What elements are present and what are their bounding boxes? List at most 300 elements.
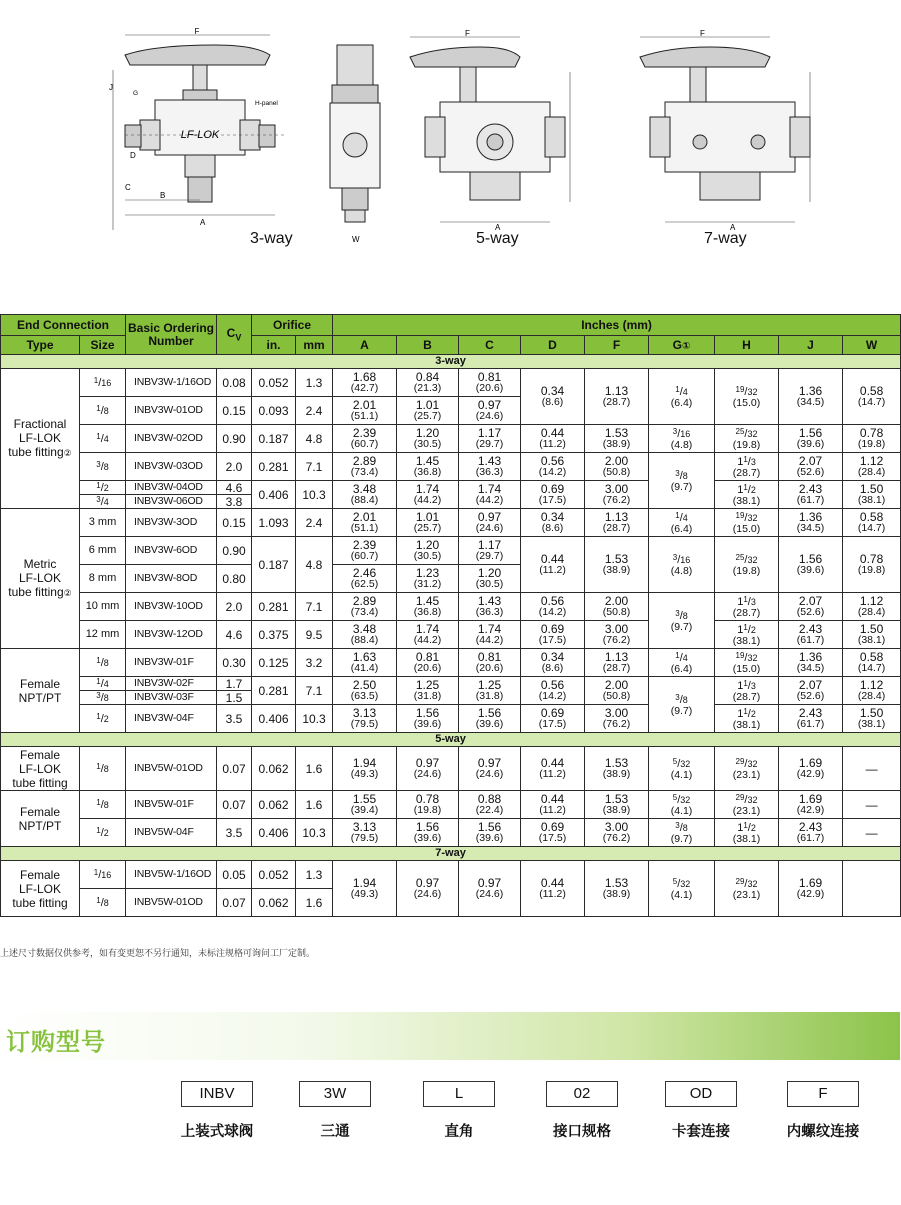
table-cell: $^3$/8 (9.7) [649,453,715,509]
table-cell: 1.53 (38.9) [585,747,649,791]
size-cell: 3 mm [80,509,126,537]
table-cell: $1^1/3$ (28.7) [715,453,779,481]
table-cell: 0.44 (11.2) [521,791,585,819]
table-row [1,861,901,889]
code-label-1: 三通 [320,1124,350,1140]
dim-w-label: W [352,235,360,244]
table-cell: 0.281 [252,453,296,481]
table-cell: 1.69 (42.9) [779,747,843,791]
table-cell: 0.052 [252,861,296,889]
ordering-band [0,1012,900,1060]
cv-cell: 4.6 [217,621,252,649]
table-cell: $^{19}$/32 (15.0) [715,509,779,537]
table-cell: 4.8 [296,425,333,453]
table-cell: 3.2 [296,649,333,677]
table-cell: 1.25 (31.8) [397,677,459,705]
part-number-cell: INBV3W-02F [126,677,217,691]
header-mm: mm [296,336,333,355]
header-type: Type [1,336,80,355]
table-cell: 1.6 [296,791,333,819]
table-cell: 0.97 (24.6) [459,509,521,537]
table-cell: 2.01 (51.1) [333,509,397,537]
size-cell: $^1$/16 [80,369,126,397]
table-cell: $^3$/16 (4.8) [649,425,715,453]
header-orifice: Orifice [252,315,333,336]
table-cell: 1.20 (30.5) [397,425,459,453]
table-cell: 1.01 (25.7) [397,397,459,425]
type-cell: Female NPT/PT [1,791,80,847]
table-cell: 0.97 (24.6) [397,861,459,917]
code-label-3: 接口规格 [553,1124,611,1140]
table-cell: 9.5 [296,621,333,649]
table-cell: 1.50 (38.1) [843,705,901,733]
table-cell: 1.56 (39.6) [779,537,843,593]
header-cv: $C_V$ [217,315,252,355]
code-box-f: F [787,1081,859,1107]
table-cell: 1.74 (44.2) [459,481,521,509]
table-cell: 1.36 (34.5) [779,649,843,677]
part-number-cell: INBV5W-01F [126,791,217,819]
table-cell: 0.187 [252,425,296,453]
table-cell: 2.07 (52.6) [779,593,843,621]
part-number-cell: INBV3W-06OD [126,495,217,509]
table-row [1,537,901,565]
table-cell: 0.56 (14.2) [521,453,585,481]
dim-a-label: A [200,218,206,227]
table-cell: 2.4 [296,397,333,425]
header-col-j: J [779,336,843,355]
table-row [1,369,901,397]
table-row [1,621,901,649]
type-cell: Fractional LF-LOK tube fitting② [1,369,80,509]
size-cell: $^1$/8 [80,791,126,819]
cv-cell: 0.07 [217,791,252,819]
ordering-title: 订购型号 [6,1028,106,1056]
table-cell: 1.20 (30.5) [459,565,521,593]
table-cell: $^3$/8 (9.7) [649,819,715,847]
cv-cell: 0.05 [217,861,252,889]
table-cell: 0.69 (17.5) [521,621,585,649]
table-cell: 1.13 (28.7) [585,369,649,425]
table-cell: 0.34 (8.6) [521,649,585,677]
section-label: 7-way [1,847,901,861]
table-cell: 3.13 (79.5) [333,705,397,733]
table-cell: 0.062 [252,889,296,917]
table-cell: 0.97 (24.6) [459,861,521,917]
table-cell: 0.44 (11.2) [521,747,585,791]
dim-d-label: D [130,151,136,160]
caption-5-way: 5-way [476,230,519,247]
three-way-drawing [95,27,305,235]
dim-f-label: F [700,29,705,38]
table-cell: 0.97 (24.6) [397,747,459,791]
table-cell: 2.43 (61.7) [779,705,843,733]
table-cell: — [843,747,901,791]
cv-cell: 1.5 [217,691,252,705]
table-cell: 7.1 [296,677,333,705]
table-cell: 1.25 (31.8) [459,677,521,705]
table-row [1,425,901,453]
code-box-l: L [423,1081,495,1107]
table-cell: 1.20 (30.5) [397,537,459,565]
table-cell: 1.6 [296,747,333,791]
table-cell: 1.68 (42.7) [333,369,397,397]
table-cell: 1.3 [296,861,333,889]
table-cell: 2.89 (73.4) [333,453,397,481]
part-number-cell: INBV3W-03F [126,691,217,705]
part-number-cell: INBV3W-12OD [126,621,217,649]
table-cell: $^{19}$/32 (15.0) [715,649,779,677]
table-cell: 0.58 (14.7) [843,369,901,425]
cv-cell: 0.90 [217,425,252,453]
table-cell: 2.07 (52.6) [779,677,843,705]
spec-table-body [1,355,901,917]
cv-cell: 0.15 [217,397,252,425]
size-cell: $^1$/2 [80,705,126,733]
table-cell: 2.00 (50.8) [585,453,649,481]
table-cell: 1.43 (36.3) [459,593,521,621]
type-cell: Female LF-LOK tube fitting [1,747,80,791]
table-cell: $^1$/4 (6.4) [649,369,715,425]
dim-f-label: F [194,27,200,36]
table-cell: 1.50 (38.1) [843,621,901,649]
dim-a-label: A [730,223,736,232]
size-cell: $^1$/16 [80,861,126,889]
part-number-cell: INBV3W-01F [126,649,217,677]
table-cell: $1^1/3$ (28.7) [715,677,779,705]
cv-cell: 0.07 [217,889,252,917]
size-cell: 12 mm [80,621,126,649]
size-cell: $^3$/8 [80,691,126,705]
table-cell: 2.39 (60.7) [333,425,397,453]
cv-cell: 0.80 [217,565,252,593]
header-col-h: H [715,336,779,355]
table-cell: 2.00 (50.8) [585,593,649,621]
part-number-cell: INBV5W-04F [126,819,217,847]
type-cell: Metric LF-LOK tube fitting② [1,509,80,649]
table-cell: 2.89 (73.4) [333,593,397,621]
table-cell: 7.1 [296,453,333,481]
table-cell: 1.36 (34.5) [779,369,843,425]
table-cell: 1.56 (39.6) [459,705,521,733]
table-cell: 0.81 (20.6) [459,369,521,397]
cv-cell: 0.15 [217,509,252,537]
part-number-cell: INBV3W-10OD [126,593,217,621]
table-row [1,481,901,495]
table-cell: 7.1 [296,593,333,621]
header-col-g: G① [649,336,715,355]
part-number-cell: INBV3W-04OD [126,481,217,495]
table-cell: $^5$/32 (4.1) [649,791,715,819]
valve-drawings [0,20,900,255]
cv-cell: 0.90 [217,537,252,565]
code-box-02: 02 [546,1081,618,1107]
cv-cell: 0.30 [217,649,252,677]
cv-cell: 2.0 [217,593,252,621]
table-cell: $^3$/16 (4.8) [649,537,715,593]
table-cell: 0.58 (14.7) [843,509,901,537]
size-cell: $^3$/4 [80,495,126,509]
table-cell: 0.69 (17.5) [521,819,585,847]
table-cell: 1.13 (28.7) [585,649,649,677]
part-number-cell: INBV3W-8OD [126,565,217,593]
cv-cell: 3.5 [217,705,252,733]
size-cell: 8 mm [80,565,126,593]
table-row [1,677,901,691]
footnote: 上述尺寸数据仅供参考，如有变更恕不另行通知，未标注规格可询问工厂定制。 [0,948,316,958]
table-cell: 1.69 (42.9) [779,861,843,917]
table-cell: 1.63 (41.4) [333,649,397,677]
table-cell: 1.94 (49.3) [333,747,397,791]
table-cell: 0.44 (11.2) [521,861,585,917]
table-cell: 1.56 (39.6) [779,425,843,453]
table-cell: 1.01 (25.7) [397,509,459,537]
seven-way-drawing [630,29,820,232]
table-cell: $^1$/4 (6.4) [649,509,715,537]
section-label: 3-way [1,355,901,369]
table-cell: — [843,791,901,819]
table-cell: $^{29}$/32 (23.1) [715,861,779,917]
table-cell: $^{29}$/32 (23.1) [715,791,779,819]
table-cell: 1.69 (42.9) [779,791,843,819]
size-cell: 10 mm [80,593,126,621]
table-cell: 0.97 (24.6) [459,397,521,425]
table-cell: 1.36 (34.5) [779,509,843,537]
size-cell: $^1$/8 [80,747,126,791]
code-label-5: 内螺纹连接 [786,1124,860,1140]
cv-cell: 3.5 [217,819,252,847]
table-cell: 0.44 (11.2) [521,425,585,453]
table-cell: 0.34 (8.6) [521,509,585,537]
header-col-c: C [459,336,521,355]
table-cell: $1^1/2$ (38.1) [715,819,779,847]
table-row [1,453,901,481]
table-cell: $^1$/4 (6.4) [649,649,715,677]
table-cell: 2.43 (61.7) [779,819,843,847]
part-number-cell: INBV3W-02OD [126,425,217,453]
part-number-cell: INBV3W-03OD [126,453,217,481]
table-cell: $^{19}$/32 (15.0) [715,369,779,425]
table-cell: 0.406 [252,705,296,733]
table-cell: 0.375 [252,621,296,649]
five-way-drawing [400,29,585,232]
section-3-way [1,355,901,369]
table-cell: $^5$/32 (4.1) [649,747,715,791]
table-cell: 1.56 (39.6) [459,819,521,847]
type-cell: Female LF-LOK tube fitting [1,861,80,917]
table-cell: 1.17 (29.7) [459,537,521,565]
code-label-4: 卡套连接 [672,1124,730,1140]
dim-b-label: B [160,191,166,200]
cv-cell: 0.07 [217,747,252,791]
table-cell: 10.3 [296,819,333,847]
table-row [1,509,901,537]
table-cell: $^5$/32 (4.1) [649,861,715,917]
size-cell: $^1$/8 [80,397,126,425]
table-cell: 0.56 (14.2) [521,593,585,621]
table-cell: 1.56 (39.6) [397,705,459,733]
header-inches-mm: Inches (mm) [333,315,901,336]
table-cell: 1.94 (49.3) [333,861,397,917]
table-cell: $1^1/2$ (38.1) [715,705,779,733]
table-cell: $^{25}$/32 (19.8) [715,537,779,593]
table-cell: 3.48 (88.4) [333,621,397,649]
part-number-cell: INBV3W-01OD [126,397,217,425]
caption-7-way: 7-way [704,230,747,247]
table-cell: 1.3 [296,369,333,397]
section-7-way [1,847,901,861]
header-col-d: D [521,336,585,355]
header-col-w: W [843,336,901,355]
size-cell: $^1$/2 [80,481,126,495]
dim-a-label: A [495,223,501,232]
table-cell: 0.052 [252,369,296,397]
table-cell: 0.406 [252,481,296,509]
table-cell: 0.88 (22.4) [459,791,521,819]
size-cell: $^3$/8 [80,453,126,481]
caption-3-way: 3-way [250,230,293,247]
table-cell: $^{25}$/32 (19.8) [715,425,779,453]
part-number-cell: INBV3W-1/16OD [126,369,217,397]
table-cell: 1.12 (28.4) [843,453,901,481]
g-max-panel-note: G [133,90,139,97]
table-cell: 0.81 (20.6) [459,649,521,677]
part-number-cell: INBV5W-01OD [126,889,217,917]
table-cell: 2.4 [296,509,333,537]
table-cell: 1.6 [296,889,333,917]
table-cell: 1.56 (39.6) [397,819,459,847]
cv-cell: 0.08 [217,369,252,397]
table-cell: 1.53 (38.9) [585,861,649,917]
part-number-cell: INBV3W-04F [126,705,217,733]
dim-c-label: C [125,183,131,192]
table-row [1,747,901,791]
table-cell: 3.00 (76.2) [585,481,649,509]
table-cell: 3.00 (76.2) [585,705,649,733]
table-cell: 0.78 (19.8) [843,537,901,593]
h-panel-note: H-panel [255,100,278,107]
table-cell: $^3$/8 (9.7) [649,593,715,649]
table-cell: 2.00 (50.8) [585,677,649,705]
table-cell: 1.53 (38.9) [585,791,649,819]
table-cell: 1.53 (38.9) [585,425,649,453]
table-cell: 3.13 (79.5) [333,819,397,847]
table-cell: 0.187 [252,537,296,593]
header-col-b: B [397,336,459,355]
table-cell [843,861,901,917]
code-label-0: 上装式球阀 [180,1124,254,1140]
table-cell: 4.8 [296,537,333,593]
size-cell: 6 mm [80,537,126,565]
table-cell: 0.125 [252,649,296,677]
size-cell: $^1$/8 [80,889,126,917]
code-box-od: OD [665,1081,737,1107]
table-cell: 0.406 [252,819,296,847]
table-cell: 2.46 (62.5) [333,565,397,593]
table-cell: 0.44 (11.2) [521,537,585,593]
header-end-connection: End Connection [1,315,126,336]
table-cell: 1.12 (28.4) [843,677,901,705]
table-cell: 0.69 (17.5) [521,705,585,733]
size-cell: $^1$/8 [80,649,126,677]
table-cell: 0.81 (20.6) [397,649,459,677]
table-cell: 0.69 (17.5) [521,481,585,509]
table-row [1,791,901,819]
table-cell: 2.07 (52.6) [779,453,843,481]
table-cell: 1.23 (31.2) [397,565,459,593]
cv-cell: 2.0 [217,453,252,481]
table-cell: 1.093 [252,509,296,537]
table-cell: 0.062 [252,791,296,819]
table-cell: $^{29}$/32 (23.1) [715,747,779,791]
header-in: in. [252,336,296,355]
table-cell: 0.78 (19.8) [843,425,901,453]
table-cell: 0.84 (21.3) [397,369,459,397]
table-cell: 0.062 [252,747,296,791]
table-cell: 3.00 (76.2) [585,621,649,649]
type-cell: Female NPT/PT [1,649,80,733]
cv-cell: 1.7 [217,677,252,691]
table-cell: 2.01 (51.1) [333,397,397,425]
table-cell: 0.281 [252,593,296,621]
lf-lok-logo: LF-LOK [180,129,220,141]
table-cell: 2.50 (63.5) [333,677,397,705]
table-cell: $^3$/8 (9.7) [649,677,715,733]
table-cell: 2.43 (61.7) [779,621,843,649]
part-number-cell: INBV3W-6OD [126,537,217,565]
section-5-way [1,733,901,747]
code-box-3w: 3W [299,1081,371,1107]
table-cell: 1.45 (36.8) [397,453,459,481]
table-cell: 1.43 (36.3) [459,453,521,481]
table-row [1,593,901,621]
table-row [1,705,901,733]
spec-table [0,314,901,917]
header-size: Size [80,336,126,355]
size-cell: $^1$/2 [80,819,126,847]
cv-cell: 3.8 [217,495,252,509]
code-label-2: 直角 [444,1124,474,1140]
table-cell: 0.56 (14.2) [521,677,585,705]
table-cell: 1.12 (28.4) [843,593,901,621]
table-cell: 1.74 (44.2) [397,481,459,509]
table-cell: 10.3 [296,705,333,733]
header-col-f: F [585,336,649,355]
table-cell: 1.13 (28.7) [585,509,649,537]
code-box-inbv: INBV [181,1081,253,1107]
part-number-cell: INBV5W-01OD [126,747,217,791]
table-cell: 1.50 (38.1) [843,481,901,509]
table-row [1,819,901,847]
table-cell: 1.55 (39.4) [333,791,397,819]
table-cell: — [843,819,901,847]
header-col-a: A [333,336,397,355]
table-cell: 0.58 (14.7) [843,649,901,677]
table-cell: 0.093 [252,397,296,425]
dim-f-label: F [465,29,470,38]
table-cell: 3.00 (76.2) [585,819,649,847]
table-cell: 1.45 (36.8) [397,593,459,621]
table-cell: $1^1/2$ (38.1) [715,481,779,509]
dim-j-label: J [109,83,113,92]
side-view-drawing [322,40,387,244]
cv-cell: 4.6 [217,481,252,495]
table-row [1,649,901,677]
part-number-cell: INBV5W-1/16OD [126,861,217,889]
table-cell: 1.53 (38.9) [585,537,649,593]
table-cell: 1.17 (29.7) [459,425,521,453]
table-cell: 10.3 [296,481,333,509]
